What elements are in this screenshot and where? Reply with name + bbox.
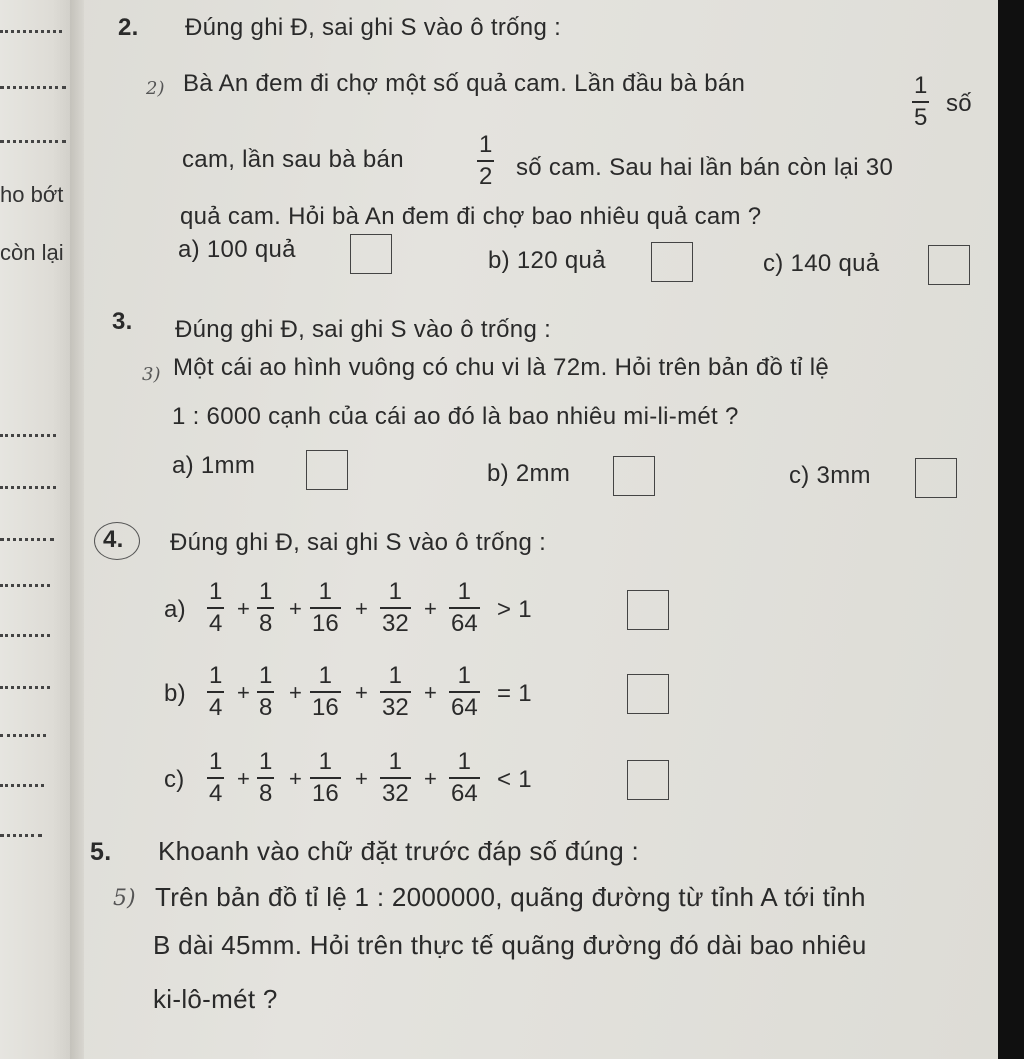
- plus-sign: +: [289, 680, 302, 705]
- numerator: 1: [457, 662, 472, 689]
- relation: > 1: [497, 596, 532, 623]
- answer-box-c[interactable]: [915, 458, 957, 498]
- fraction-bar: [257, 777, 274, 779]
- denominator: 32: [382, 779, 409, 807]
- fraction-bar: [449, 691, 480, 693]
- denominator: 32: [382, 693, 409, 721]
- answer-box-a[interactable]: [627, 590, 669, 630]
- fraction: [912, 74, 929, 130]
- question-instruction: Khoanh vào chữ đặt trước đáp số đúng :: [158, 836, 639, 866]
- answer-box-c[interactable]: [928, 245, 970, 285]
- left-page-edge: [0, 0, 75, 1059]
- answer-option-a: a) 1mm: [172, 452, 256, 479]
- numerator: 1: [388, 748, 403, 775]
- numerator: 1: [457, 578, 472, 605]
- left-page-fragment: ho bớt: [0, 182, 64, 207]
- plus-sign: +: [424, 680, 437, 705]
- dotted-line: [0, 134, 66, 143]
- denominator: 16: [312, 609, 339, 637]
- plus-sign: +: [289, 766, 302, 791]
- fraction: [257, 664, 274, 720]
- denominator: 4: [209, 609, 223, 637]
- fraction-bar: [912, 101, 929, 103]
- numerator: 1: [209, 578, 223, 605]
- answer-option-b: b) 120 quả: [488, 247, 606, 274]
- plus-sign: +: [237, 596, 250, 621]
- fraction-bar: [310, 777, 341, 779]
- numerator: 1: [259, 578, 273, 605]
- fraction: [449, 664, 480, 720]
- numerator: 1: [209, 662, 223, 689]
- answer-option-b: b) 2mm: [487, 460, 571, 487]
- fraction-bar: [477, 160, 494, 162]
- question-text: số: [946, 90, 972, 117]
- fraction-bar: [380, 691, 411, 693]
- question-instruction: Đúng ghi Đ, sai ghi S vào ô trống :: [185, 14, 562, 41]
- denominator: 5: [914, 103, 928, 131]
- plus-sign: +: [237, 680, 250, 705]
- numerator: 1: [914, 72, 928, 99]
- fraction-bar: [449, 607, 480, 609]
- fraction: [207, 750, 224, 806]
- question-number: 5.: [90, 838, 112, 866]
- fraction: [380, 664, 411, 720]
- question-text: số cam. Sau hai lần bán còn lại 30: [516, 154, 894, 181]
- plus-sign: +: [237, 766, 250, 791]
- question-text: Một cái ao hình vuông có chu vi là 72m. Hỏi trên bản đồ tỉ lệ: [173, 354, 829, 381]
- dotted-line: [0, 628, 50, 637]
- denominator: 64: [451, 779, 478, 807]
- fraction-bar: [257, 607, 274, 609]
- answer-box-a[interactable]: [350, 234, 392, 274]
- answer-option-a: a) 100 quả: [178, 236, 296, 263]
- fraction: [310, 664, 341, 720]
- answer-box-c[interactable]: [627, 760, 669, 800]
- fraction-bar: [380, 607, 411, 609]
- numerator: 1: [209, 748, 223, 775]
- numerator: 1: [259, 748, 273, 775]
- answer-box-a[interactable]: [306, 450, 348, 490]
- fraction: [257, 750, 274, 806]
- book-spine: [70, 0, 84, 1059]
- numerator: 1: [318, 578, 333, 605]
- relation: = 1: [497, 680, 532, 707]
- fraction-bar: [449, 777, 480, 779]
- fraction: [477, 133, 494, 189]
- handwritten-mark: 5): [113, 886, 136, 911]
- question-number: 3.: [112, 308, 133, 335]
- question-text: B dài 45mm. Hỏi trên thực tế quãng đường đó dài bao nhiêu: [153, 930, 867, 960]
- question-text: quả cam. Hỏi bà An đem đi chợ bao nhiêu quả cam ?: [180, 203, 762, 230]
- fraction-bar: [207, 777, 224, 779]
- answer-box-b[interactable]: [651, 242, 693, 282]
- denominator: 64: [451, 609, 478, 637]
- plus-sign: +: [424, 766, 437, 791]
- numerator: 1: [479, 131, 493, 158]
- left-page-fragment: còn lại: [0, 240, 64, 265]
- dotted-line: [0, 428, 56, 437]
- row-label: c): [164, 766, 185, 793]
- answer-box-b[interactable]: [613, 456, 655, 496]
- denominator: 16: [312, 693, 339, 721]
- answer-option-c: c) 140 quả: [763, 250, 880, 277]
- numerator: 1: [388, 578, 403, 605]
- dotted-line: [0, 828, 42, 837]
- plus-sign: +: [355, 596, 368, 621]
- answer-option-c: c) 3mm: [789, 462, 871, 489]
- dotted-line: [0, 480, 56, 489]
- question-text: 1 : 6000 cạnh của cái ao đó là bao nhiêu mi-li-mét ?: [172, 403, 739, 430]
- question-number: 2.: [118, 14, 139, 41]
- handwritten-mark: 2): [146, 78, 165, 99]
- fraction: [380, 580, 411, 636]
- numerator: 1: [259, 662, 273, 689]
- denominator: 4: [209, 693, 223, 721]
- fraction-bar: [310, 691, 341, 693]
- denominator: 8: [259, 693, 273, 721]
- fraction-bar: [257, 691, 274, 693]
- question-instruction: Đúng ghi Đ, sai ghi S vào ô trống :: [170, 529, 547, 556]
- plus-sign: +: [289, 596, 302, 621]
- denominator: 32: [382, 609, 409, 637]
- fraction: [449, 580, 480, 636]
- question-instruction: Đúng ghi Đ, sai ghi S vào ô trống :: [175, 316, 552, 343]
- question-text: Trên bản đồ tỉ lệ 1 : 2000000, quãng đường từ tỉnh A tới tỉnh: [155, 882, 866, 912]
- dotted-line: [0, 24, 62, 33]
- fraction: [449, 750, 480, 806]
- denominator: 16: [312, 779, 339, 807]
- dark-border: [998, 0, 1024, 1059]
- denominator: 64: [451, 693, 478, 721]
- plus-sign: +: [355, 680, 368, 705]
- dotted-line: [0, 532, 54, 541]
- plus-sign: +: [424, 596, 437, 621]
- dotted-line: [0, 728, 46, 737]
- fraction: [257, 580, 274, 636]
- numerator: 1: [388, 662, 403, 689]
- denominator: 8: [259, 609, 273, 637]
- numerator: 1: [318, 748, 333, 775]
- fraction: [207, 664, 224, 720]
- denominator: 2: [479, 162, 493, 190]
- handwritten-mark: 3): [142, 364, 161, 385]
- dotted-line: [0, 578, 50, 587]
- fraction-bar: [310, 607, 341, 609]
- row-label: b): [164, 680, 186, 707]
- fraction-bar: [207, 607, 224, 609]
- fraction: [310, 580, 341, 636]
- fraction: [310, 750, 341, 806]
- denominator: 4: [209, 779, 223, 807]
- fraction: [207, 580, 224, 636]
- dotted-line: [0, 778, 44, 787]
- plus-sign: +: [355, 766, 368, 791]
- question-text: ki-lô-mét ?: [153, 984, 278, 1014]
- fraction-bar: [380, 777, 411, 779]
- fraction: [380, 750, 411, 806]
- dotted-line: [0, 80, 66, 89]
- dotted-line: [0, 680, 50, 689]
- answer-box-b[interactable]: [627, 674, 669, 714]
- denominator: 8: [259, 779, 273, 807]
- row-label: a): [164, 596, 186, 623]
- relation: < 1: [497, 766, 532, 793]
- numerator: 1: [318, 662, 333, 689]
- question-number: 4.: [103, 526, 124, 553]
- question-text: cam, lần sau bà bán: [182, 146, 404, 173]
- fraction-bar: [207, 691, 224, 693]
- numerator: 1: [457, 748, 472, 775]
- question-text: Bà An đem đi chợ một số quả cam. Lần đầu bà bán: [183, 70, 746, 97]
